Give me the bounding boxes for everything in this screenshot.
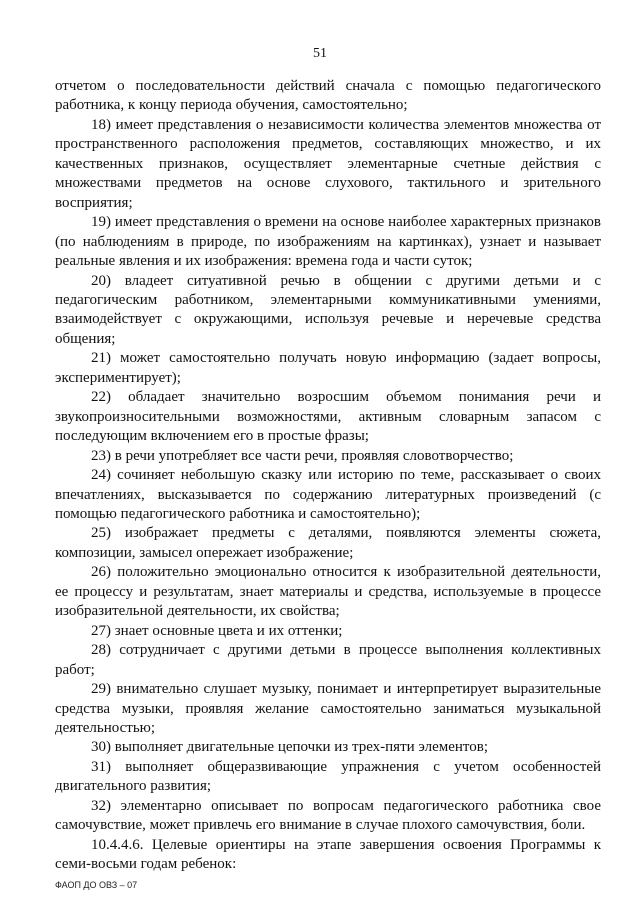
paragraph: 28) сотрудничает с другими детьми в процессе выполнения коллективных работ;	[55, 642, 601, 678]
paragraph: 26) положительно эмоционально относится к изобразительной деятельности, ее процессу и результатам, знает материалы и средства, используемые в процессе изобразительной деятельности, их свойства;	[55, 564, 601, 620]
paragraph: 32) элементарно описывает по вопросам педагогического работника свое самочувствие, может привлечь его внимание в случае плохого самочувствия, боли.	[55, 797, 601, 834]
paragraph: 20) владеет ситуативной речью в общении с другими детьми и с педагогическим работником, элементарными коммуникативными умениями, взаимодействует с окружающими, используя речевые и неречевые средства общения;	[55, 272, 601, 347]
paragraph: 24) сочиняет небольшую сказку или историю по теме, рассказывает о своих впечатлениях, высказывается по содержанию литературных произведений (с помощью педагогического работника и самостоятельно);	[55, 467, 601, 522]
paragraph: 23) в речи употребляет все части речи, проявляя словотворчество;	[91, 447, 514, 464]
paragraph: 19) имеет представления о времени на основе наиболее характерных признаков (по наблюдениям в природе, по изображениям на картинках), узнает и называет реальные явления и их изображения: времена года и части суток;	[55, 214, 601, 270]
paragraph: 25) изображает предметы с деталями, появляются элементы сюжета, композиции, замысел опережает изображение;	[55, 525, 601, 561]
paragraph: 27) знает основные цвета и их оттенки;	[91, 622, 343, 639]
paragraph: 22) обладает значительно возросшим объемом понимания речи и звукопроизносительными возможностями, активным словарным запасом с последующим включением его в простые фразы;	[55, 389, 601, 445]
paragraph: отчетом о последовательности действий сначала с помощью педагогического работника, к концу периода обучения, самостоятельно;	[55, 78, 601, 114]
paragraph: 10.4.4.6. Целевые ориентиры на этапе завершения освоения Программы к семи-восьми годам ребенок:	[55, 836, 601, 873]
page-number: 51	[313, 46, 327, 61]
paragraph: 21) может самостоятельно получать новую информацию (задает вопросы, экспериментирует);	[55, 350, 601, 386]
paragraph: 18) имеет представления о независимости количества элементов множества от пространственного расположения предметов, составляющих множество, и их качественных признаков, осуществляет элементарные счетные действия с множествами предметов на основе слухового, тактильного и зрительного восприятия;	[55, 116, 601, 211]
document-body	[55, 77, 601, 875]
paragraph: 31) выполняет общеразвивающие упражнения с учетом особенностей двигательного развития;	[55, 758, 601, 795]
paragraph: 29) внимательно слушает музыку, понимает и интерпретирует выразительные средства музыки, проявляя желание самостоятельно заниматься музыкальной деятельностью;	[55, 681, 601, 736]
paragraph: 30) выполняет двигательные цепочки из трех-пяти элементов;	[91, 739, 489, 756]
page-footer: ФАОП ДО ОВЗ – 07	[55, 880, 138, 890]
